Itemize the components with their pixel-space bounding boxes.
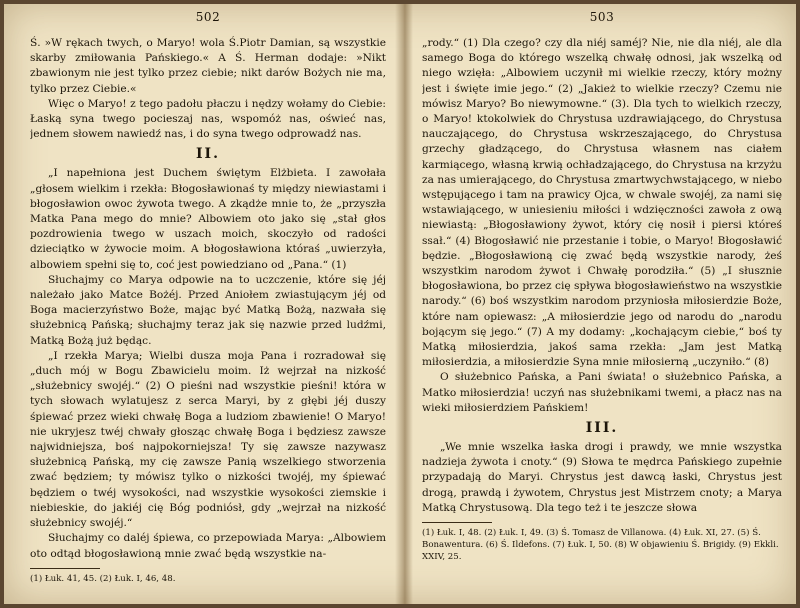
paragraph: Więc o Maryo! z tego padołu płaczu i nędzy wołamy do Ciebie: Łaską syna twego pocieszaj nas, wspomóż nas, oświeć nas, jednem słowem nawiedź nas, i do syna twego odprowadź nas. xyxy=(30,97,386,141)
paragraph: O służebnico Pańska, a Pani świata! o służebnico Pańska, a Matko miłosierdzia! uczyń nas służebnikami twemi, a płacz nas na wieki miłosierdziem Pańskiem! xyxy=(422,371,782,414)
page-number-left: 502 xyxy=(195,10,221,24)
paragraph: Ś. »W rękach twych, o Maryo! wola Ś.Piotr Damian, są wszystkie skarby zmiłowania Pańskiego.« A Ś. Herman dodaje: »Nikt zbawionym nie jest tylko przez ciebie; nikt darów Bożych nie ma, tylko przez Ciebie.« xyxy=(30,37,386,95)
footnote-rule xyxy=(30,568,100,569)
footnote-rule xyxy=(422,522,492,523)
page-number-right: 503 xyxy=(589,10,615,24)
paragraph: Słuchajmy co daléj śpiewa, co przepowiada Marya: „Albowiem oto odtąd błogosławioną mnie zwać będą wszystkie na- xyxy=(30,532,386,560)
footnotes: (1) Łuk. I, 48. (2) Łuk. I, 49. (3) Ś. Tomasz de Villanowa. (4) Łuk. XI, 27. (5) Ś. Bonawentura. (6) Ś. Ildefons. (7) Łuk. I, 50. (8) W objawieniu Ś. Brigidy. (9) Ekkli. XXIV, 25. xyxy=(422,528,779,563)
footnotes: (1) Łuk. 41, 45. (2) Łuk. I, 46, 48. xyxy=(30,573,176,584)
book-gutter xyxy=(395,4,413,604)
section-heading: II. xyxy=(196,146,220,163)
paragraph: „rody.“ (1) Dla czego? czy dla niéj saméj? Nie, nie dla niéj, ale dla samego Boga do którego wszelką chwałę odnosi, jak wszelką od niego wzięła: „Albowiem uczynił mi wielkie rzeczy, który możny jest i święte imie jego.“ (2) „Jakież to wielkie rzeczy? Czemu nie mówisz Maryo? Bo niewymowne.“ (3). Dla tych to wielkich rzeczy, o Maryo! ktokolwiek do Chrystusa uzdrawiającego, do Chrystusa nauczającego, do Chrystusa wskrzeszającego, do Chrystusa grzechy gładzącego, do Chrystusa własnem nas ciałem karmiącego, własną krwią ochładzającego, do Chrystusa na krzyżu za nas umierającego, do Chrystusa zmartwychwstającego, w niebo wstępującego i tam na prawicy Ojca, w chwale swojéj, za nami się wstawiającego, w uniesieniu miłości i wdzięczności zawoła z ową niewiastą: „Błogosławiony żywot, który cię nosił i piersi któreś ssał.“ (4) Błogosławić nie przestanie i tobie, o Maryo! Błogosławić będzie. „Błogosławioną cię zwać będą wszystkie narody, żeś wszystkim narodom żywot i Chwałę porodziła.“ (5) „I słusznie błogosławiona, bo przez cię spływa błogosławieństwo na wszystkie narody.“ (6) boś wszystkim narodom przyniosła miłosierdzie Boże, które nam opiewasz: „A miłosierdzie jego od narodu do „narodu bojącym się jego.“ (7) A my dodamy: „kochającym ciebie,“ boś ty Matką miłosierdzia, jakoś sama rzekła: „Jam jest Matką miłosierdzia, a miłosierdzie Syna mnie miłosierną „uczyniło.“ (8) xyxy=(422,37,782,369)
paragraph: „We mnie wszelka łaska drogi i prawdy, we mnie wszystka nadzieja żywota i cnoty.“ (9) Słowa te mędrca Pańskiego zupełnie przypadają do Maryi. Chrystus jest dawcą łaski, Chrystus jest drogą, prawdą i żywotem, Chrystus jest Mistrzem cnoty; a Marya Matką Chrystusową. Dla tego też i te jeszcze słowa xyxy=(422,441,782,514)
right-page xyxy=(422,10,782,600)
paragraph: Słuchajmy co Marya odpowie na to uczczenie, które się jéj należało jako Matce Bożéj. Przed Aniołem zwiastującym jéj od Boga macierzyństwo Boże, mając być Matką Bożą, nazwała się służebnicą Pańską; słuchajmy teraz jak się nazwie przed ludźmi, Matką Bożą już będąc. xyxy=(30,273,386,347)
paragraph: „I napełniona jest Duchem świętym Elżbieta. I zawołała „głosem wielkim i rzekła: Błogosławionaś ty między niewiastami i błogosławion owoc żywota twego. A zkądże mnie to, że „przyszła Matka Pana mego do mnie? Albowiem oto jako się „stał głos pozdrowienia twego w uszach moich, skoczyło od radości dzieciątko w żywocie moim. A błogosławiona któraś „uwierzyła, albowiem spełni się to, coć jest powiedziano od „Pana.“ (1) xyxy=(30,167,386,271)
section-heading: III. xyxy=(585,420,619,437)
book-spread xyxy=(4,4,796,604)
left-page xyxy=(30,10,386,600)
paragraph: „I rzekła Marya; Wielbi dusza moja Pana i rozradował się „duch mój w Bogu Zbawicielu moim. Iż wejrzał na nizkość „służebnicy swojéj.“ (2) O pieśni nad wszystkie pieśni! która w tych słowach wylatujesz z serca Maryi, by z głębi jéj duszy śpiewać przez wieki chwałę Boga a ludziom zbawienie! O Maryo! nie ukryjesz twéj chwały głosząc chwałę Boga i będziesz zawsze najwidniejsza, boś najpokorniejsza! Ty się zawsze nazywasz służebnicą Pańską, my cię zawsze Panią wszelkiego stworzenia zwać będziem; ty mówisz tylko o nizkości twojéj, my śpiewać będziem o twéj wysokości, nad wszystkie wysokości ziemskie i niebieskie, do jakiéj cię Bóg podniósł, gdy „wejrzał na nizkość służebnicy swojéj.“ xyxy=(30,349,386,530)
